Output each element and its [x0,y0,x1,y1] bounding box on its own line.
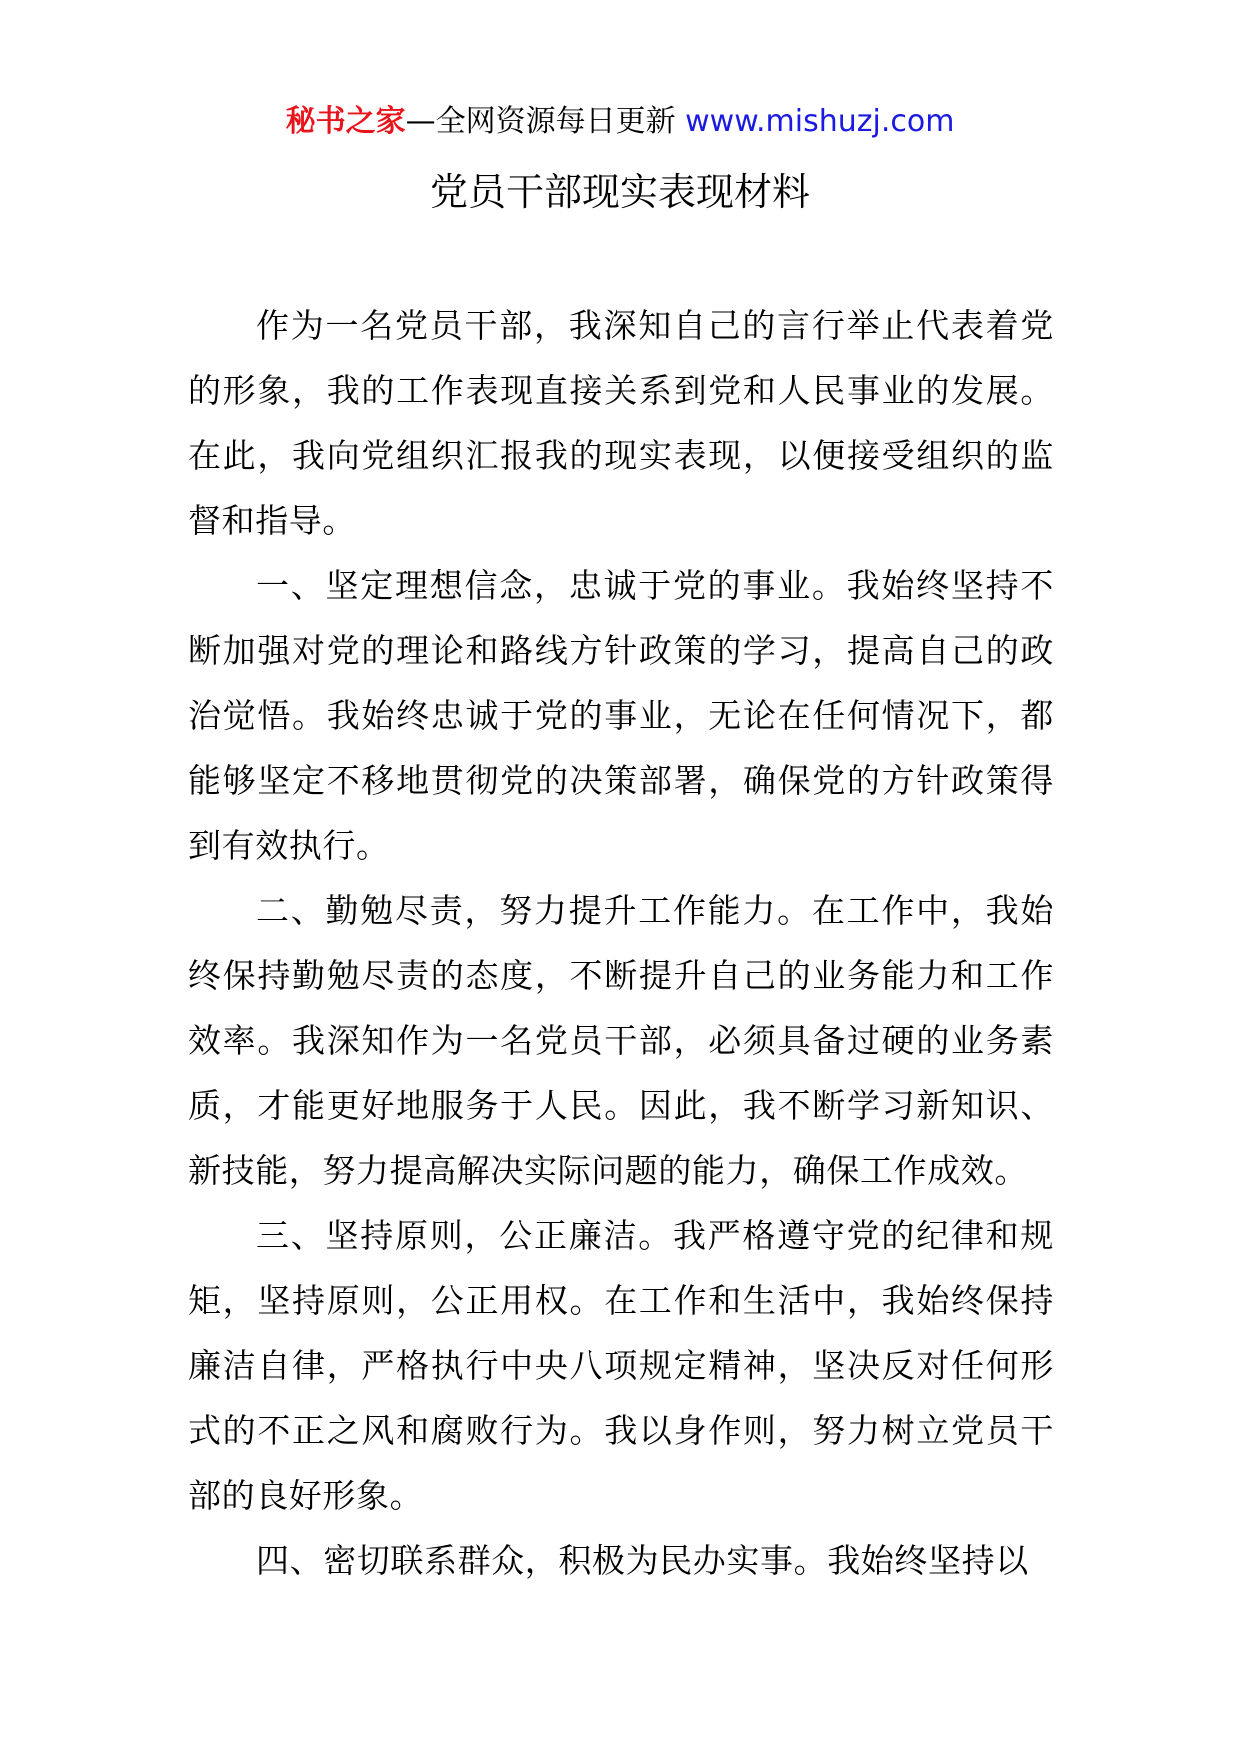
document-title: 党员干部现实表现材料 [429,170,810,214]
document-body [188,293,1054,1593]
header-slogan: —全网资源每日更新 [405,104,686,139]
paragraph-section-2: 二、勤勉尽责，努力提升工作能力。在工作中，我始终保持勤勉尽责的态度，不断提升自己的业务能力和工作效率。我深知作为一名党员干部，必须具备过硬的业务素质，才能更好地服务于人民。因此，我不断学习新知识、新技能，努力提高解决实际问题的能力，确保工作成效。 [188,891,1054,1190]
site-header [0,100,1240,144]
site-url-link[interactable]: www.mishuzj.com [685,104,955,139]
paragraph-section-1: 一、坚定理想信念，忠诚于党的事业。我始终坚持不断加强对党的理论和路线方针政策的学习，提高自己的政治觉悟。我始终忠诚于党的事业，无论在任何情况下，都能够坚定不移地贯彻党的决策部署，确保党的方针政策得到有效执行。 [188,566,1054,865]
paragraph-section-4: 四、密切联系群众，积极为民办实事。我始终坚持以 [256,1541,1029,1580]
brand-name: 秘书之家 [285,104,406,139]
paragraph-intro: 作为一名党员干部，我深知自己的言行举止代表着党的形象，我的工作表现直接关系到党和人民事业的发展。在此，我向党组织汇报我的现实表现，以便接受组织的监督和指导。 [188,306,1054,540]
paragraph-section-3: 三、坚持原则，公正廉洁。我严格遵守党的纪律和规矩，坚持原则，公正用权。在工作和生活中，我始终保持廉洁自律，严格执行中央八项规定精神，坚决反对任何形式的不正之风和腐败行为。我以身作则，努力树立党员干部的良好形象。 [188,1216,1054,1515]
